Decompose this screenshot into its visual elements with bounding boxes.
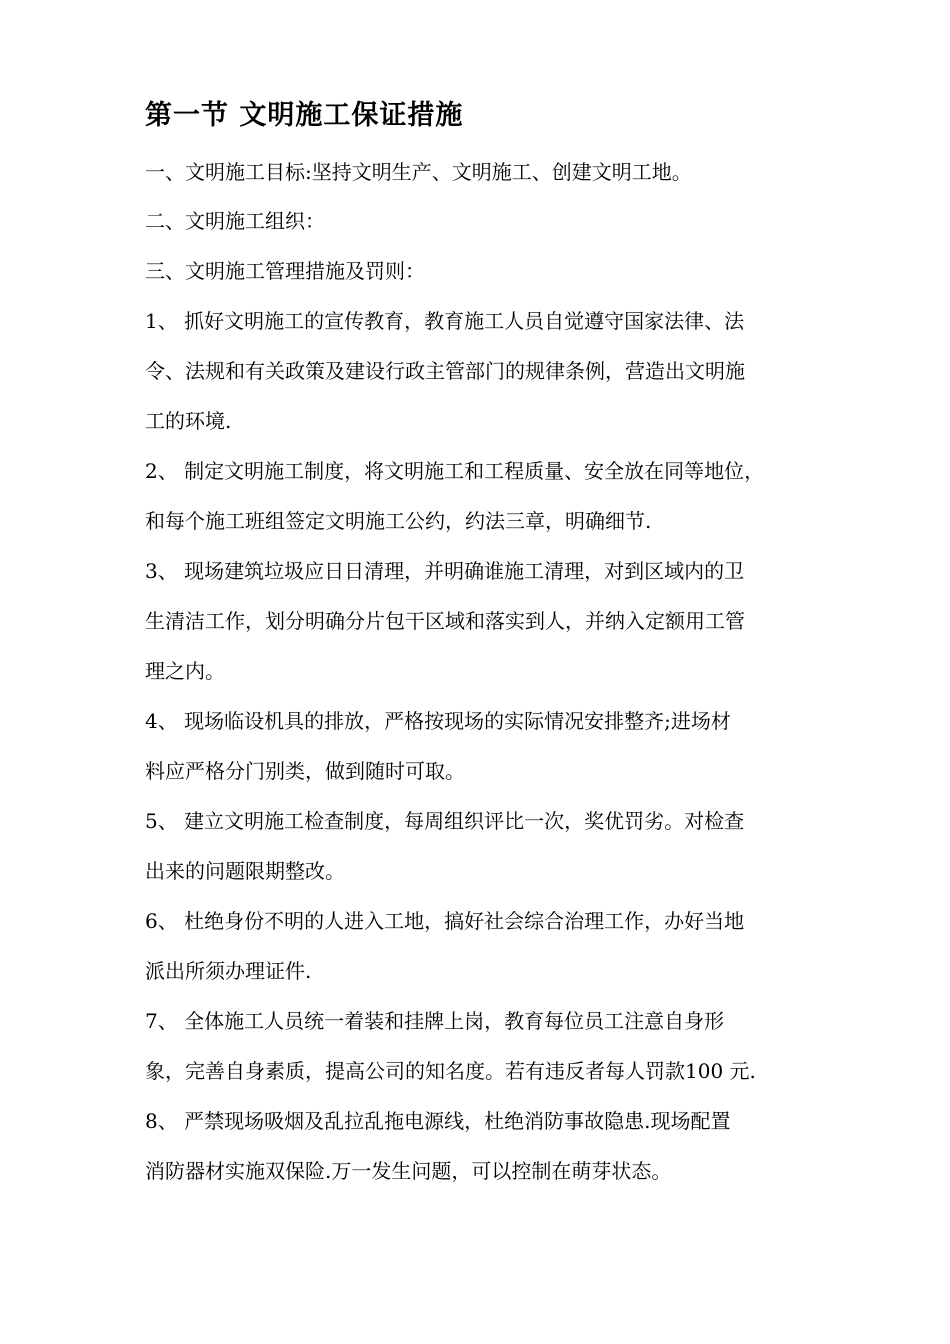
section-heading: 第一节 文明施工保证措施 — [145, 100, 464, 131]
text-line: 二、文明施工组织： — [145, 209, 325, 233]
text-line: 8、 严禁现场吸烟及乱拉乱拖电源线，杜绝消防事故隐患.现场配置 — [145, 1109, 731, 1133]
text-line: 1、 抓好文明施工的宣传教育，教育施工人员自觉遵守国家法律、法 — [145, 309, 745, 333]
text-line: 派出所须办理证件. — [145, 959, 312, 983]
text-line: 5、 建立文明施工检查制度，每周组织评比一次，奖优罚劣。对检查 — [145, 809, 745, 833]
text-line: 象，完善自身素质，提高公司的知名度。若有违反者每人罚款100 元. — [145, 1059, 756, 1083]
text-line: 3、 现场建筑垃圾应日日清理，并明确谁施工清理，对到区域内的卫 — [145, 559, 745, 583]
text-line: 料应严格分门别类，做到随时可取。 — [145, 759, 465, 783]
text-line: 4、 现场临设机具的排放，严格按现场的实际情况安排整齐;进场材 — [145, 709, 731, 733]
text-line: 7、 全体施工人员统一着装和挂牌上岗，教育每位员工注意自身形 — [145, 1009, 725, 1033]
text-line: 2、 制定文明施工制度，将文明施工和工程质量、安全放在同等地位， — [145, 459, 765, 483]
text-line: 出来的问题限期整改。 — [145, 859, 345, 883]
text-line: 工的环境. — [145, 409, 232, 433]
text-line: 生清洁工作，划分明确分片包干区域和落实到人，并纳入定额用工管 — [145, 609, 745, 633]
text-line: 消防器材实施双保险.万一发生问题，可以控制在萌芽状态。 — [145, 1159, 672, 1183]
text-line: 6、 杜绝身份不明的人进入工地，搞好社会综合治理工作，办好当地 — [145, 909, 745, 933]
text-line: 和每个施工班组签定文明施工公约，约法三章，明确细节. — [145, 509, 652, 533]
text-line: 令、法规和有关政策及建设行政主管部门的规律条例，营造出文明施 — [145, 359, 745, 383]
text-line: 一、文明施工目标:坚持文明生产、文明施工、创建文明工地。 — [145, 160, 692, 184]
text-line: 三、文明施工管理措施及罚则： — [145, 259, 425, 283]
text-line: 理之内。 — [145, 659, 225, 683]
